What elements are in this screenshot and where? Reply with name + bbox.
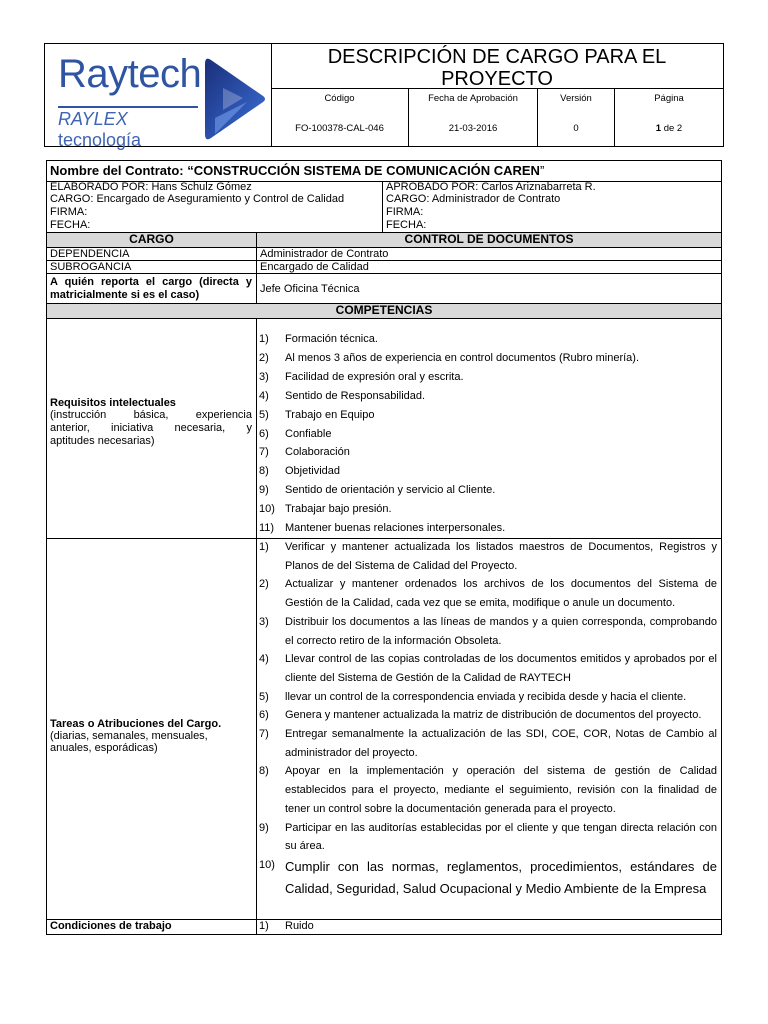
version-label: Versión [560, 93, 592, 104]
list-item [259, 387, 717, 406]
reporta-value: Jefe Oficina Técnica [260, 283, 360, 295]
list-item-number: 4) [259, 653, 269, 666]
list-item [259, 462, 717, 481]
elaborado-por: ELABORADO POR: Hans Schulz Gómez [50, 181, 252, 193]
logo-tagline-brand: RAYLEX [58, 109, 128, 129]
list-item-number: 7) [259, 446, 269, 459]
list-item-text: Formación técnica. [285, 333, 378, 345]
list-item-number: 3) [259, 615, 269, 628]
list-item-number: 2) [259, 578, 269, 591]
meta-pagina [614, 89, 723, 147]
list-item-number: 2) [259, 351, 269, 364]
company-logo [45, 44, 272, 150]
aprobado-cargo: CARGO: Administrador de Contrato [386, 193, 561, 205]
list-item [259, 725, 717, 762]
title-line-2: PROYECTO [441, 68, 553, 90]
requisitos-desc-line-1: (instrucción básica, experiencia [50, 409, 252, 421]
meta-version [537, 89, 614, 147]
list-item-number: 11) [259, 522, 275, 535]
fecha-value: 21-03-2016 [448, 123, 498, 134]
section-cargo: CARGO [129, 232, 174, 246]
dependencia-value: Administrador de Contrato [260, 248, 389, 260]
requisitos-desc-line-2: anterior, iniciativa necesaria, y [50, 422, 252, 434]
list-item-number: 8) [259, 765, 269, 778]
requisitos-title: Requisitos intelectuales [50, 397, 176, 409]
list-item [259, 425, 717, 444]
requisitos-desc-line-3: aptitudes necesarias) [50, 435, 155, 447]
list-item [259, 443, 717, 462]
elaborado-cargo: CARGO: Encargado de Aseguramiento y Control de Calidad [50, 193, 345, 205]
divider [256, 233, 257, 303]
list-item [259, 920, 717, 933]
list-item-text: Llevar control de las copias controladas de los documentos emitidos y aprobados por el cliente del Sistema de Gestión de la Calidad de RAYTECH [285, 653, 717, 684]
requisitos-list [259, 330, 717, 538]
list-item [259, 819, 717, 856]
list-item [259, 688, 717, 707]
list-item [259, 575, 717, 612]
divider [46, 273, 722, 274]
list-item-text: Distribuir los documentos a las líneas de mandos y a quien corresponda, comprobando el correcto retiro de la información Obsoleta. [285, 615, 717, 647]
list-item-text: Cumplir con las normas, reglamentos, procedimientos, estándares de Calidad, Seguridad, Salud Ocupacional y Medio Ambiente de la Empresa [285, 858, 717, 896]
list-item-text: Apoyar en la implementación y operación del sistema de gestión de Calidad establecidos para el proyecto, mediante el seguimiento, revisión con la finalidad de tener un control sobre la documentación generada para el proyecto. [285, 765, 717, 815]
dependencia-label: DEPENDENCIA [50, 248, 130, 260]
list-item-text: Mantener buenas relaciones interpersonales. [285, 522, 506, 535]
contract-title: “CONSTRUCCIÓN SISTEMA DE COMUNICACIÓN CAREN [187, 163, 540, 178]
list-item-number: 5) [259, 690, 269, 703]
list-item-text: llevar un control de la correspondencia enviada y recibida desde y hacia el cliente. [285, 690, 687, 703]
codigo-label: Código [324, 93, 355, 104]
list-item-text: Trabajo en Equipo [285, 408, 375, 421]
list-item [259, 650, 717, 687]
requisitos-description [50, 409, 252, 448]
list-item-number: 1) [259, 333, 269, 345]
document-meta [271, 88, 723, 147]
tareas-list [259, 538, 717, 899]
list-item-text: Participar en las auditorías establecidas por el cliente y que tengan directa relación con su área. [285, 821, 717, 853]
list-item-text: Ruido [285, 920, 314, 932]
list-item [259, 368, 717, 387]
elaborado-firma: FIRMA: [50, 206, 88, 218]
list-item [259, 613, 717, 650]
list-item-number: 4) [259, 389, 269, 402]
fecha-label: Fecha de Aprobación [428, 93, 518, 104]
list-item-number: 1) [259, 541, 269, 553]
divider [256, 318, 257, 935]
list-item-number: 1) [259, 920, 269, 932]
reporta-label-line-1: A quién reporta el cargo (directa y [50, 276, 252, 288]
logo-wordmark: Raytech [58, 52, 202, 96]
list-item-text: Genera y mantener actualizada la matriz de distribución de documentos del proyecto. [285, 709, 702, 722]
list-item-number: 7) [259, 728, 269, 741]
aprobado-firma: FIRMA: [386, 206, 424, 218]
divider [46, 260, 722, 261]
document-header [44, 43, 724, 150]
contract-close-quote: ” [539, 163, 545, 178]
meta-codigo [271, 89, 408, 147]
logo-tagline-rest: tecnología [58, 130, 142, 150]
logo-tagline [58, 106, 198, 150]
list-item-text: Actualizar y mantener ordenados los archivos de los documentos del Sistema de Gestión de la Calidad, cada vez que se emita, modifique o anule un documento. [285, 578, 717, 610]
list-item [259, 762, 717, 818]
list-item [259, 856, 717, 899]
divider [382, 181, 383, 232]
tareas-title: Tareas o Atribuciones del Cargo. [50, 718, 222, 730]
tareas-desc-line-1: (diarias, semanales, mensuales, [50, 730, 208, 742]
list-item-text: Al menos 3 años de experiencia en control documentos (Rubro minería). [285, 351, 640, 364]
list-item-number: 10) [259, 503, 275, 516]
title-line-1: DESCRIPCIÓN DE CARGO PARA EL [327, 46, 667, 68]
contract-name [50, 163, 544, 179]
contract-label: Nombre del Contrato: [50, 163, 188, 178]
reporta-label-line-2: matricialmente si es el caso) [50, 289, 200, 301]
pagina-total: de 2 [661, 123, 683, 134]
list-item [259, 538, 717, 575]
document-title [271, 44, 723, 92]
reporta-label [50, 276, 252, 302]
list-item [259, 519, 717, 538]
codigo-value: FO-100378-CAL-046 [295, 123, 384, 134]
list-item-text: Sentido de Responsabilidad. [285, 389, 426, 402]
tareas-desc-line-2: anuales, esporádicas) [50, 742, 158, 754]
section-control-documentos: CONTROL DE DOCUMENTOS [404, 232, 574, 246]
aprobado-por: APROBADO POR: Carlos Ariznabarreta R. [386, 181, 596, 193]
list-item [259, 330, 717, 349]
list-item-text: Trabajar bajo presión. [285, 503, 392, 516]
list-item-number: 8) [259, 465, 269, 478]
list-item [259, 706, 717, 725]
list-item-number: 6) [259, 427, 269, 440]
pagina-label: Página [654, 93, 684, 104]
subrogancia-value: Encargado de Calidad [260, 261, 369, 273]
list-item [259, 349, 717, 368]
elaborado-fecha: FECHA: [50, 219, 91, 231]
pagina-current: 1 [655, 123, 662, 134]
list-item-text: Objetividad [285, 465, 341, 478]
list-item [259, 406, 717, 425]
list-item-text: Confiable [285, 427, 332, 440]
list-item-text: Entregar semanalmente la actualización de las SDI, COE, COR, Notas de Cambio al administrador del proyecto. [285, 728, 717, 759]
list-item-number: 9) [259, 484, 269, 497]
list-item [259, 500, 717, 519]
list-item [259, 481, 717, 500]
list-item-text: Verificar y mantener actualizada los listados maestros de Documentos, Registros y Planos de del Sistema de Calidad del Proyecto. [285, 541, 717, 572]
play-arrow-logo-icon [203, 58, 269, 140]
aprobado-fecha: FECHA: [386, 219, 427, 231]
condiciones-list [259, 920, 717, 933]
version-value: 0 [573, 123, 579, 134]
list-item-number: 10) [259, 858, 275, 871]
list-item-number: 3) [259, 370, 269, 383]
list-item-number: 9) [259, 821, 269, 834]
list-item-text: Sentido de orientación y servicio al Cliente. [285, 484, 496, 497]
subrogancia-label: SUBROGANCIA [50, 261, 132, 273]
list-item-text: Colaboración [285, 446, 350, 459]
list-item-text: Facilidad de expresión oral y escrita. [285, 370, 464, 383]
divider [46, 318, 722, 319]
section-competencias: COMPETENCIAS [335, 303, 433, 317]
pagina-value [615, 123, 723, 134]
condiciones-label: Condiciones de trabajo [50, 920, 172, 932]
list-item-number: 6) [259, 709, 269, 722]
list-item-number: 5) [259, 408, 269, 421]
meta-fecha [408, 89, 537, 147]
